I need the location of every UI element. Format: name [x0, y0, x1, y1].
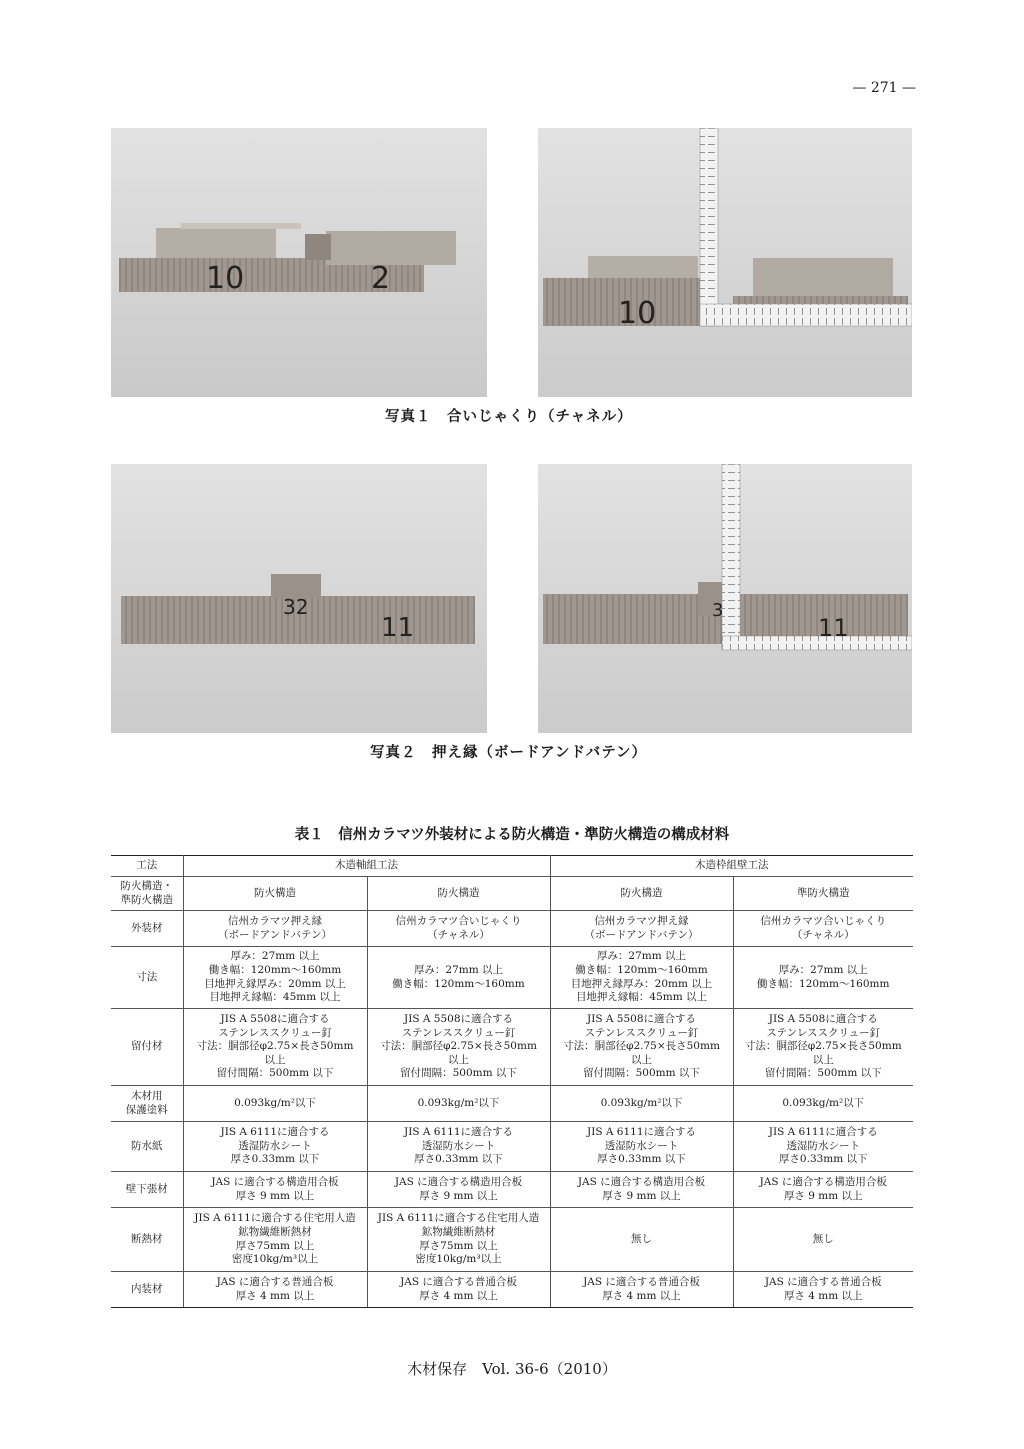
header-group-timber-frame: 木造軸組工法	[183, 856, 550, 877]
table-row	[111, 1009, 913, 1086]
table-cell: 0.093kg/m²以下	[183, 1086, 367, 1122]
table-cell: JIS A 5508に適合する ステンレススクリュー釘 寸法：胴部径φ2.75×長さ50mm 以上 留付間隔：500mm 以下	[550, 1009, 733, 1086]
table-cell: JIS A 6111に適合する 透湿防水シート 厚さ0.33mm 以下	[733, 1122, 913, 1172]
table-cell: 信州カラマツ合いじゃくり （チャネル）	[367, 911, 550, 947]
materials-table	[111, 855, 913, 1308]
table-row	[111, 911, 913, 947]
table-cell: 信州カラマツ押え縁 （ボードアンドバテン）	[550, 911, 733, 947]
header-structure-cell: 準防火構造	[733, 877, 913, 911]
header-group-2x4: 木造枠組壁工法	[550, 856, 913, 877]
header-structure: 防火構造・ 準防火構造	[111, 877, 183, 911]
photo-mark: 3	[712, 600, 724, 621]
header-structure-cell: 防火構造	[183, 877, 367, 911]
table-title: 表１ 信州カラマツ外装材による防火構造・準防火構造の構成材料	[294, 827, 730, 843]
photo-2-caption: 写真２ 押え縁（ボードアンドバテン）	[370, 745, 647, 761]
header-structure-cell: 防火構造	[367, 877, 550, 911]
table-cell: 厚み：27mm 以上 働き幅：120mm～160mm 目地押え縁厚み：20mm 以上 目地押え縁幅：45mm 以上	[183, 947, 367, 1009]
table-row	[111, 1272, 913, 1308]
table-cell: 厚み：27mm 以上 働き幅：120mm～160mm	[367, 947, 550, 1009]
header-structure-cell: 防火構造	[550, 877, 733, 911]
table-cell: JAS に適合する構造用合板 厚さ 9 mm 以上	[550, 1172, 733, 1208]
row-label: 防水紙	[111, 1122, 183, 1172]
row-label: 断熱材	[111, 1208, 183, 1272]
table-cell: JIS A 6111に適合する住宅用人造 鉱物繊維断熱材 厚さ75mm 以上 密度10kg/m³以上	[367, 1208, 550, 1272]
table-row	[111, 947, 913, 1009]
table-cell: JAS に適合する普通合板 厚さ 4 mm 以上	[733, 1272, 913, 1308]
table-row	[111, 1122, 913, 1172]
table-cell: JIS A 5508に適合する ステンレススクリュー釘 寸法：胴部径φ2.75×長さ50mm 以上 留付間隔：500mm 以下	[733, 1009, 913, 1086]
table-cell: JIS A 6111に適合する住宅用人造 鉱物繊維断熱材 厚さ75mm 以上 密度10kg/m³以上	[183, 1208, 367, 1272]
journal-footer: 木材保存 Vol. 36-6（2010）	[407, 1360, 617, 1378]
photo-mark: 10	[206, 261, 245, 296]
row-label: 留付材	[111, 1009, 183, 1086]
photo-mark: 10	[618, 296, 657, 331]
table-cell: JAS に適合する構造用合板 厚さ 9 mm 以上	[367, 1172, 550, 1208]
photo-2-right	[538, 464, 912, 733]
row-label: 寸法	[111, 947, 183, 1009]
table-cell: JIS A 6111に適合する 透湿防水シート 厚さ0.33mm 以下	[550, 1122, 733, 1172]
table-cell: JAS に適合する構造用合板 厚さ 9 mm 以上	[733, 1172, 913, 1208]
page-number: — 271 —	[852, 80, 916, 96]
row-label: 外装材	[111, 911, 183, 947]
table-header-row	[111, 877, 913, 911]
table-cell: 0.093kg/m²以下	[733, 1086, 913, 1122]
table-cell: 厚み：27mm 以上 働き幅：120mm～160mm	[733, 947, 913, 1009]
table-header-row	[111, 856, 913, 877]
photo-1-left	[111, 128, 487, 397]
table-cell: 無し	[733, 1208, 913, 1272]
photo-mark: 11	[381, 613, 415, 643]
table-cell: JAS に適合する普通合板 厚さ 4 mm 以上	[367, 1272, 550, 1308]
photo-mark: 2	[371, 261, 391, 296]
row-label: 内装材	[111, 1272, 183, 1308]
photo-2-left	[111, 464, 487, 733]
table-cell: JIS A 6111に適合する 透湿防水シート 厚さ0.33mm 以下	[367, 1122, 550, 1172]
table-cell: 厚み：27mm 以上 働き幅：120mm～160mm 目地押え縁厚み：20mm 以上 目地押え縁幅：45mm 以上	[550, 947, 733, 1009]
table-cell: 無し	[550, 1208, 733, 1272]
table-row	[111, 1172, 913, 1208]
table-row	[111, 1208, 913, 1272]
photo-mark: 11	[818, 614, 849, 642]
photo-1-caption: 写真１ 合いじゃくり（チャネル）	[385, 409, 633, 425]
table-cell: 0.093kg/m²以下	[550, 1086, 733, 1122]
table-cell: JAS に適合する普通合板 厚さ 4 mm 以上	[183, 1272, 367, 1308]
table-cell: JIS A 5508に適合する ステンレススクリュー釘 寸法：胴部径φ2.75×長さ50mm 以上 留付間隔：500mm 以下	[367, 1009, 550, 1086]
table-cell: JIS A 6111に適合する 透湿防水シート 厚さ0.33mm 以下	[183, 1122, 367, 1172]
table-cell: JAS に適合する構造用合板 厚さ 9 mm 以上	[183, 1172, 367, 1208]
header-method: 工法	[111, 856, 183, 877]
row-label: 壁下張材	[111, 1172, 183, 1208]
table-cell: JAS に適合する普通合板 厚さ 4 mm 以上	[550, 1272, 733, 1308]
table-cell: 信州カラマツ押え縁 （ボードアンドバテン）	[183, 911, 367, 947]
photo-1-right	[538, 128, 912, 397]
table-row	[111, 1086, 913, 1122]
table-cell: JIS A 5508に適合する ステンレススクリュー釘 寸法：胴部径φ2.75×長さ50mm 以上 留付間隔：500mm 以下	[183, 1009, 367, 1086]
photo-mark: 32	[283, 595, 309, 619]
table-cell: 0.093kg/m²以下	[367, 1086, 550, 1122]
table-cell: 信州カラマツ合いじゃくり （チャネル）	[733, 911, 913, 947]
row-label: 木材用 保護塗料	[111, 1086, 183, 1122]
